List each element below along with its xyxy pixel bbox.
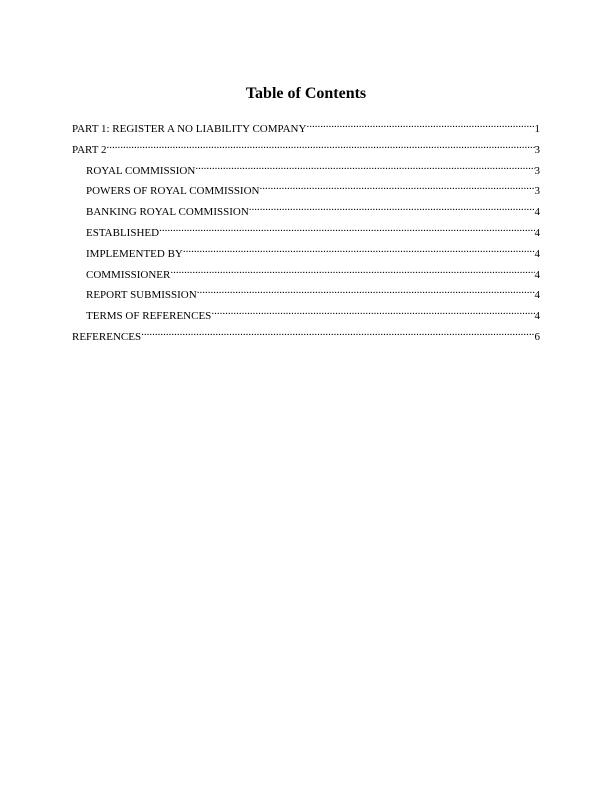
toc-entry-part-2[interactable] (72, 137, 540, 158)
toc-entry-page: 1 (534, 123, 540, 135)
toc-dot-leader (170, 262, 534, 278)
toc-entry-established[interactable] (72, 220, 540, 241)
toc-list (72, 116, 540, 345)
toc-dot-leader (197, 282, 535, 298)
toc-entry-page: 4 (534, 268, 540, 281)
toc-entry-references[interactable] (72, 324, 540, 345)
toc-entry-label: PART 2 (72, 143, 107, 156)
toc-entry-page: 4 (534, 226, 540, 239)
toc-entry-label: ROYAL COMMISSION (86, 164, 196, 177)
toc-entry-label: TERMS OF REFERENCES (86, 310, 212, 323)
toc-dot-leader (159, 220, 534, 236)
toc-dot-leader (249, 199, 535, 215)
toc-entry-royal-commission[interactable] (72, 158, 540, 179)
toc-title: Table of Contents (245, 85, 367, 102)
toc-entry-terms-of-references[interactable] (72, 303, 540, 324)
toc-entry-label: POWERS OF ROYAL COMMISSION (86, 185, 260, 198)
toc-entry-label: BANKING ROYAL COMMISSION (86, 206, 249, 219)
toc-entry-page: 3 (534, 164, 540, 177)
toc-entry-page: 3 (534, 185, 540, 198)
toc-entry-label: REFERENCES (72, 330, 142, 343)
toc-dot-leader (211, 303, 534, 319)
toc-dot-leader (306, 116, 534, 132)
toc-entry-page: 6 (534, 330, 540, 343)
toc-entry-page: 4 (534, 310, 540, 323)
toc-entry-label: IMPLEMENTED BY (86, 247, 183, 260)
toc-dot-leader (141, 324, 534, 340)
toc-dot-leader (183, 241, 535, 257)
toc-entry-page: 4 (534, 206, 540, 219)
toc-entry-page: 4 (534, 289, 540, 302)
toc-entry-label: PART 1: REGISTER A NO LIABILITY COMPANY (72, 123, 307, 135)
toc-entry-label: REPORT SUBMISSION (86, 289, 197, 302)
toc-entry-powers-of-royal-commission[interactable] (72, 178, 540, 199)
toc-dot-leader (195, 158, 534, 174)
toc-entry-page: 4 (534, 247, 540, 260)
toc-entry-label: ESTABLISHED (86, 226, 160, 239)
toc-entry-page: 3 (534, 143, 540, 156)
toc-dot-leader (107, 137, 535, 153)
toc-entry-commissioner[interactable] (72, 262, 540, 283)
toc-entry-label: COMMISSIONER (86, 268, 171, 281)
toc-entry-banking-royal-commission[interactable] (72, 199, 540, 220)
toc-dot-leader (259, 178, 534, 194)
toc-entry-report-submission[interactable] (72, 282, 540, 303)
toc-entry-part-1[interactable] (72, 116, 540, 137)
toc-entry-implemented-by[interactable] (72, 241, 540, 262)
